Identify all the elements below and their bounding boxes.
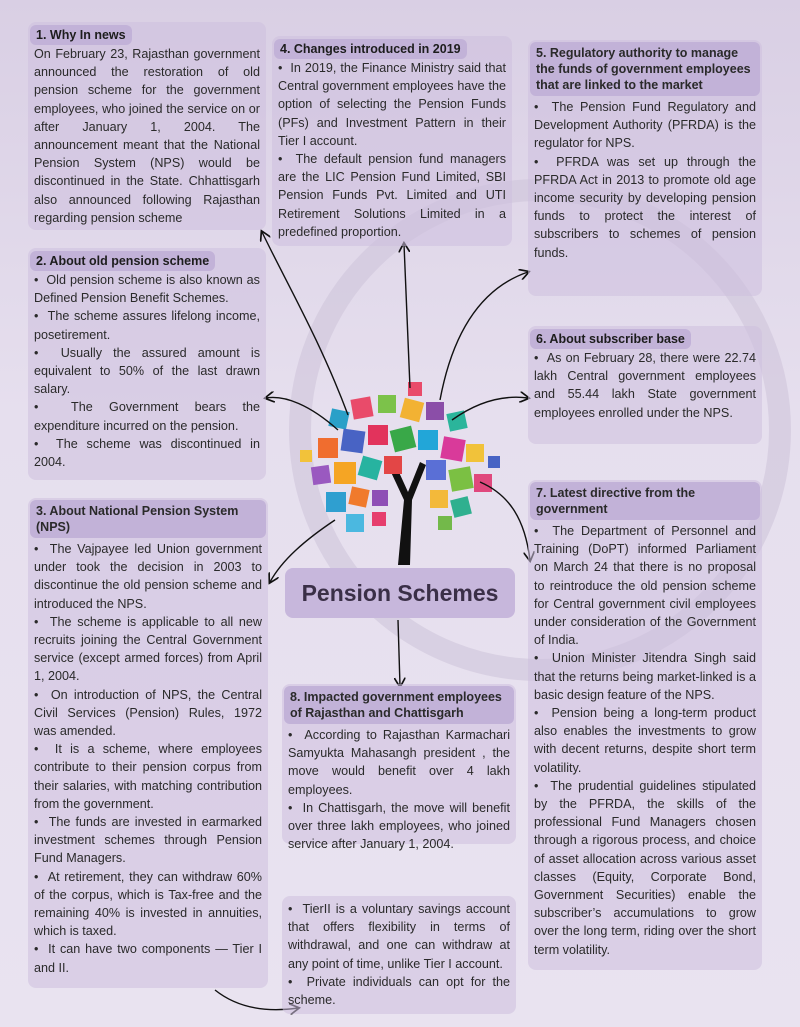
bullet-item: • The Vajpayee led Union government under took the decision in 2003 to discontinue the old pension scheme and introduced the NPS.	[34, 540, 262, 613]
section-why-in-news	[28, 22, 266, 230]
bullet-item: • It can have two components — Tier I and II.	[34, 940, 262, 976]
section-paragraph: On February 23, Rajasthan government announced the restoration of old pension scheme for the government employees, who joined the service on or after January 1, 2004. The announcement meant that the National Pension System (NPS) would be discontinued in the State. Chhattisgarh also announced following Rajasthan regarding pension scheme	[34, 47, 260, 225]
bullet-item: • In 2019, the Finance Ministry said that Central government employees have the option of selecting the Pension Funds (PFs) and Investment Pattern in their Tier I account.	[278, 59, 506, 150]
section-tier-two	[282, 896, 516, 1014]
bullet-item: • TierII is a voluntary savings account that offers flexibility in terms of withdrawal, and one can withdraw at any point of time, unlike Tier I account.	[288, 900, 510, 973]
section-heading: 1. Why In news	[30, 25, 132, 45]
bullet-item: • Usually the assured amount is equivalent to 50% of the last drawn salary.	[34, 344, 260, 399]
bullet-item: • Old pension scheme is also known as Defined Pension Benefit Schemes.	[34, 271, 260, 307]
bullet-item: • Private individuals can opt for the scheme.	[288, 973, 510, 1009]
section-heading: 5. Regulatory authority to manage the funds of government employees that are linked to the market	[530, 42, 760, 96]
bullet-item: • The scheme assures lifelong income, posetirement.	[34, 307, 260, 343]
section-heading: 7. Latest directive from the government	[530, 482, 760, 520]
section-nps	[28, 498, 268, 988]
bullet-item: • In Chattisgarh, the move will benefit over three lakh employees, who joined service after January 1, 2004.	[288, 799, 510, 854]
bullet-item: • At retirement, they can withdraw 60% of the corpus, which is Tax-free and the remaining 40% is invested in annuities, which is taxed.	[34, 868, 262, 941]
bullet-item: • On introduction of NPS, the Central Civil Services (Pension) Rules, 1972 was amended.	[34, 686, 262, 741]
bullet-item: • The scheme is applicable to all new recruits joining the Central Government service (except armed forces) from April 1, 2004.	[34, 613, 262, 686]
bullet-item: • The prudential guidelines stipulated by the PFRDA, the skills of the professional Fund Managers chosen through a rigorous process, and choice of asset allocation across various asset classes (Equity, Corporate Bond, Government Securities) enable the subscriber’s accumulations to grow over the long term, riding over the short term volatility.	[534, 777, 756, 959]
section-subscriber-base	[528, 326, 762, 444]
section-heading: 3. About National Pension System (NPS)	[30, 500, 266, 538]
bullet-item: • As on February 28, there were 22.74 lakh Central government employees and 55.44 lakh State government employees enrolled under the NPS.	[534, 349, 756, 422]
bullet-item: • The Government bears the expenditure incurred on the pension.	[34, 398, 260, 434]
bullet-item: • The Department of Personnel and Training (DoPT) informed Parliament on March 24 that there is no proposal to reintroduce the old pension scheme for Central government civil employees under consideration of the Government of India.	[534, 522, 756, 649]
section-changes-2019	[272, 36, 512, 246]
page-title: Pension Schemes	[285, 568, 515, 618]
section-old-pension-scheme	[28, 248, 266, 480]
section-heading: 2. About old pension scheme	[30, 251, 215, 271]
bullet-item: • The scheme was discontinued in 2004.	[34, 435, 260, 471]
section-heading: 4. Changes introduced in 2019	[274, 39, 467, 59]
bullet-item: • Union Minister Jitendra Singh said that the returns being market-linked is a basic design feature of the NPS.	[534, 649, 756, 704]
section-regulatory-authority	[528, 40, 762, 296]
bullet-item: • The default pension fund managers are the LIC Pension Fund Limited, SBI Pension Funds Pvt. Limited and UTI Retirement Solutions Limited in a predefined proportion.	[278, 150, 506, 241]
bullet-item: • PFRDA was set up through the PFRDA Act in 2013 to promote old age income security by developing pension funds to protect the interest of subscribers to schemes of pension funds.	[534, 153, 756, 262]
section-impacted-employees	[282, 684, 516, 852]
bullet-item: • The Pension Fund Regulatory and Development Authority (PFRDA) is the regulator for NPS.	[534, 98, 756, 153]
section-heading: 6. About subscriber base	[530, 329, 691, 349]
bullet-item: • Pension being a long-term product also enables the investments to grow with decent returns, despite short term volatility.	[534, 704, 756, 777]
section-latest-directive	[528, 480, 762, 970]
bullet-item: • According to Rajasthan Karmachari Samyukta Mahasangh president , the move would benefit over 4 lakh employees.	[288, 726, 510, 799]
bullet-item: • It is a scheme, where employees contribute to their pension corpus from their salaries, with matching contribution from the government.	[34, 740, 262, 813]
section-heading: 8. Impacted government employees of Rajasthan and Chattisgarh	[284, 686, 514, 724]
bullet-item: • The funds are invested in earmarked investment schemes through Pension Fund Managers.	[34, 813, 262, 868]
